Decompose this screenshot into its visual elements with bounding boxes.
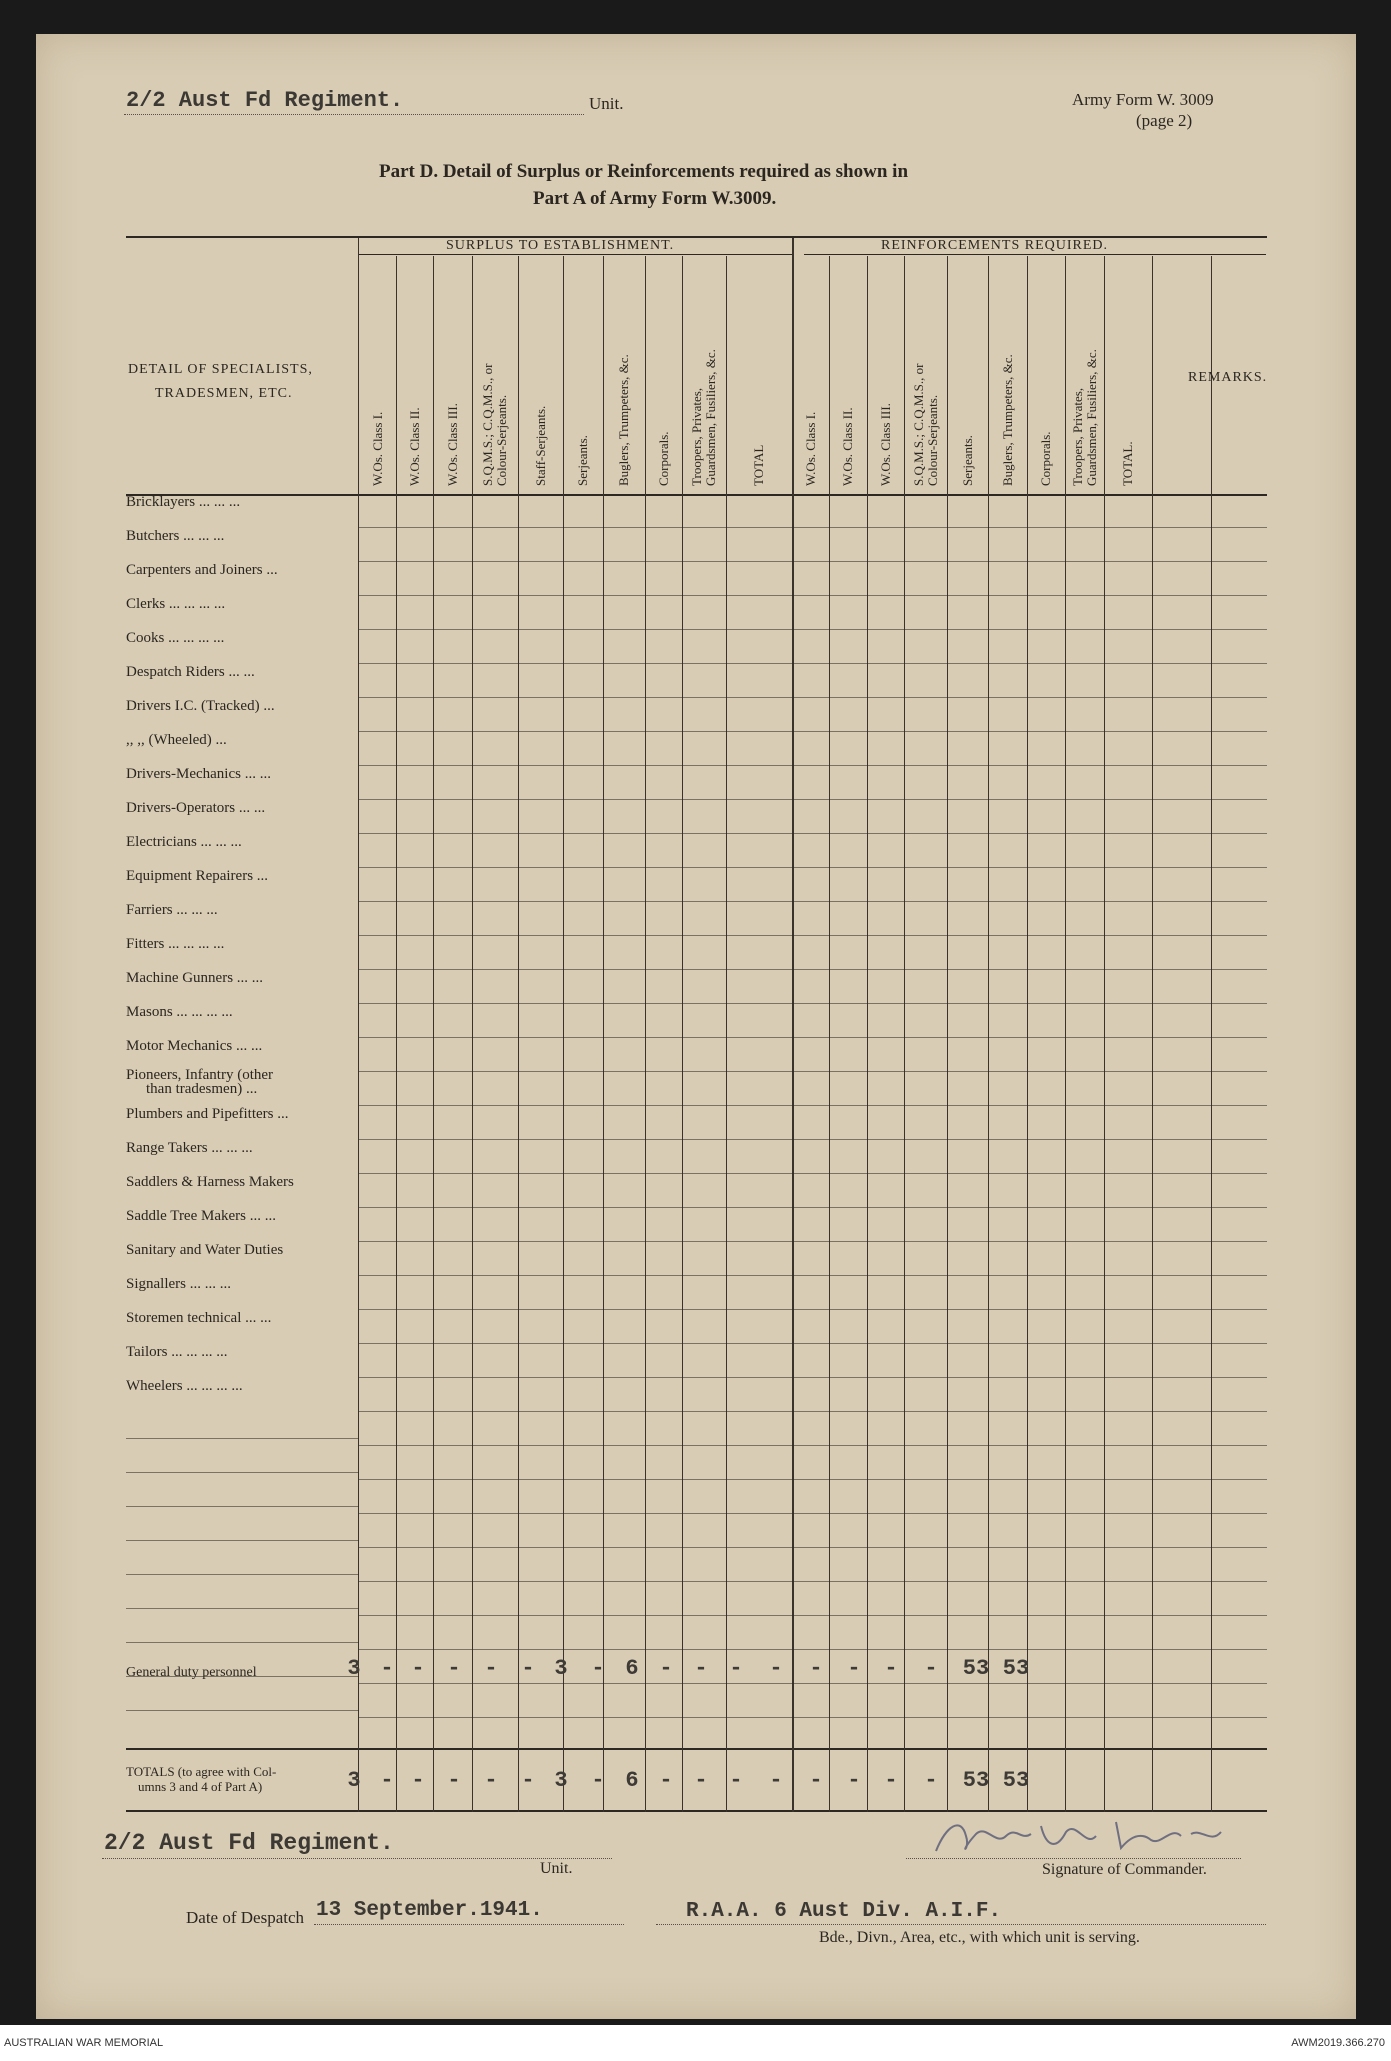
col-rule-detail [358,238,359,1812]
table-header-rule [126,494,1267,496]
general-duty-value: 6 [625,1656,639,1681]
unit-label: Unit. [589,94,624,113]
row-rule [359,731,1267,732]
row-rule [359,1139,1267,1140]
formation-typed: R.A.A. 6 Aust Div. A.I.F. [686,1900,1002,1923]
surplus-col-heading-line: S.Q.M.S.; C.Q.M.S., or [480,363,495,486]
surplus-col-heading [481,364,509,486]
row-rule [359,527,1267,528]
row-rule [359,663,1267,664]
reinforcement-col-heading-line: Corporals. [1038,431,1053,486]
row-label: Drivers I.C. (Tracked) ... [126,698,275,714]
row-label: Masons ... ... ... ... [126,1004,233,1020]
row-label: Farriers ... ... ... [126,902,218,918]
row-label: Drivers-Operators ... ... [126,800,266,816]
total-value: - [484,1768,498,1793]
totals-top-rule [126,1748,1267,1750]
surplus-col-heading-line: W.Os. Class II. [406,407,422,486]
row-label: Equipment Repairers ... [126,868,269,884]
surplus-col-heading [617,354,631,486]
totals-label-1: TOTALS (to agree with Col- [126,1764,277,1779]
row-rule [359,697,1267,698]
col-rule-surplus [563,256,564,1812]
total-value: - [659,1768,673,1793]
surplus-col-heading [690,349,718,486]
total-value: - [729,1768,743,1793]
row-label [126,1068,273,1096]
total-value: - [411,1768,425,1793]
row-label: Motor Mechanics ... ... [126,1038,263,1054]
col-rule-reinforcement [1104,256,1105,1812]
reinforcement-col-heading-line: Guardsmen, Fusiliers, &c. [1083,349,1099,486]
general-duty-value: 53 [962,1656,990,1681]
row-label: Range Takers ... ... ... [126,1140,253,1156]
general-duty-value: - [924,1656,938,1681]
row-rule [359,1479,1267,1480]
total-value: 3 [554,1768,568,1793]
reinforcement-col-heading [1001,354,1015,486]
surplus-col-heading [446,403,460,486]
row-label: Electricians ... ... ... [126,834,242,850]
remarks-heading: REMARKS. [1188,370,1268,385]
row-rule [359,1615,1267,1616]
total-value: - [884,1768,898,1793]
general-duty-value: - [884,1656,898,1681]
row-rule [359,901,1267,902]
surplus-col-heading-line: Staff-Serjeants. [532,405,548,486]
reinforcement-col-heading [804,412,818,486]
row-label: Signallers ... ... ... [126,1276,231,1292]
row-label: Butchers ... ... ... [126,528,225,544]
row-rule [359,1275,1267,1276]
reinforcement-col-heading-line: W.Os. Class III. [877,403,893,486]
row-label: Fitters ... ... ... ... [126,936,225,952]
row-rule [359,1003,1267,1004]
row-rule [359,595,1267,596]
reinforcement-col-heading-line: TOTAL. [1120,441,1135,486]
total-value: 3 [347,1768,361,1793]
row-label: Saddlers & Harness Makers [126,1174,294,1190]
total-value: 53 [1002,1768,1030,1793]
row-rule [359,1683,1267,1684]
row-rule [359,1071,1267,1072]
reinforcements-heading: REINFORCEMENTS REQUIRED. [881,238,1109,253]
row-rule [359,765,1267,766]
reinforcement-col-heading [1071,349,1099,486]
row-label: Saddle Tree Makers ... ... [126,1208,276,1224]
row-rule [359,1547,1267,1548]
formation-dotline [656,1924,1266,1925]
surplus-col-heading [576,435,590,486]
total-value: - [591,1768,605,1793]
col-rule-reinforcement [1152,256,1153,1812]
row-label: ,, ,, (Wheeled) ... [126,732,227,748]
general-duty-value: - [809,1656,823,1681]
general-duty-label: General duty personnel [126,1665,257,1680]
col-rule-surplus [396,256,397,1812]
row-rule [359,1377,1267,1378]
total-value: - [769,1768,783,1793]
archive-left: AUSTRALIAN WAR MEMORIAL [4,2037,164,2049]
row-rule [359,1411,1267,1412]
col-rule-surplus [792,238,794,1812]
row-rule [359,561,1267,562]
date-dotline [314,1924,624,1925]
row-label: Bricklayers ... ... ... [126,494,241,510]
title-line-1: Part D. Detail of Surplus or Reinforcements required as shown in [379,161,909,182]
col-rule-surplus [603,256,604,1812]
total-value: 53 [962,1768,990,1793]
surplus-col-heading [534,406,548,486]
footer-unit-label: Unit. [540,1860,573,1877]
surplus-col-heading [408,407,422,486]
general-duty-value: - [521,1656,535,1681]
formation-label: Bde., Divn., Area, etc., with which unit is serving. [819,1929,1140,1946]
row-rule [359,1241,1267,1242]
reinforcement-col-heading [841,407,855,486]
row-label: Plumbers and Pipefitters ... [126,1106,289,1122]
general-duty-value: - [447,1656,461,1681]
reinforcements-underline [804,254,1266,255]
general-duty-value: - [847,1656,861,1681]
total-value: - [924,1768,938,1793]
reinforcement-col-heading [912,364,940,486]
blank-row-rule [126,1506,359,1507]
row-label: Despatch Riders ... ... [126,664,255,680]
surplus-col-heading-line: TOTAL [751,444,766,486]
row-label: Clerks ... ... ... ... [126,596,226,612]
surplus-col-heading-line: Colour-Serjeants. [494,394,509,486]
general-duty-value: - [769,1656,783,1681]
blank-row-rule [126,1608,359,1609]
detail-heading-1: DETAIL OF SPECIALISTS, [128,362,313,377]
blank-row-rule [126,1540,359,1541]
col-rule-surplus [433,256,434,1812]
total-value: - [847,1768,861,1793]
surplus-col-heading-line: W.Os. Class I. [369,411,385,486]
total-value: - [380,1768,394,1793]
col-rule-reinforcement [947,256,948,1812]
total-value: - [809,1768,823,1793]
general-duty-value: - [411,1656,425,1681]
row-label: Storemen technical ... ... [126,1310,272,1326]
general-duty-value: - [659,1656,673,1681]
surplus-col-heading-line: W.Os. Class III. [444,403,460,486]
blank-row-rule [126,1472,359,1473]
row-rule [359,867,1267,868]
title-line-2: Part A of Army Form W.3009. [533,188,777,209]
row-label-line: than tradesmen) ... [146,1081,258,1097]
form-number: Army Form W. 3009 [1072,90,1214,109]
blank-row-rule [126,1438,359,1439]
reinforcement-col-heading [1121,441,1135,486]
row-label-line: Pioneers, Infantry (other [126,1067,274,1083]
general-duty-value: 3 [347,1656,361,1681]
row-rule [359,1343,1267,1344]
general-duty-value: - [484,1656,498,1681]
col-rule-reinforcement [829,256,830,1812]
row-label: Machine Gunners ... ... [126,970,264,986]
reinforcement-col-heading-line: Troopers, Privates, [1069,387,1085,486]
row-label: Cooks ... ... ... ... [126,630,225,646]
reinforcement-col-heading-line: Buglers, Trumpeters, &c. [999,354,1015,486]
surplus-col-heading [752,445,766,486]
surplus-col-heading-line: Troopers, Privates, [689,387,704,486]
row-rule [359,1649,1267,1650]
unit-typed: 2/2 Aust Fd Regiment. [126,88,404,113]
row-rule [359,1207,1267,1208]
total-value: 6 [625,1768,639,1793]
reinforcement-col-heading [879,403,893,486]
form-sheet [36,34,1356,2019]
footer-unit-dotline [102,1858,612,1859]
row-rule [359,833,1267,834]
reinforcement-col-heading-line: Serjeants. [959,435,975,486]
surplus-heading: SURPLUS TO ESTABLISHMENT. [446,238,675,253]
row-rule [359,799,1267,800]
col-rule-surplus [726,256,727,1812]
surplus-col-heading [657,431,671,486]
row-rule [359,1445,1267,1446]
col-rule-reinforcement [1065,256,1066,1812]
general-duty-value: - [694,1656,708,1681]
row-label: Sanitary and Water Duties [126,1242,284,1258]
row-rule [359,1717,1267,1718]
row-rule [359,1513,1267,1514]
detail-heading-2: TRADESMEN, ETC. [155,386,293,401]
general-duty-value: - [380,1656,394,1681]
row-rule [359,969,1267,970]
col-rule-surplus [682,256,683,1812]
archive-strip [0,2025,1391,2061]
general-duty-value: 53 [1002,1656,1030,1681]
reinforcement-col-heading-line: W.Os. Class I. [802,411,818,486]
surplus-col-heading-line: Serjeants. [575,435,590,486]
general-duty-value: - [591,1656,605,1681]
blank-row-rule [126,1574,359,1575]
blank-row-rule [126,1710,359,1711]
surplus-col-heading-line: Buglers, Trumpeters, &c. [616,354,631,486]
surplus-col-heading [371,412,385,486]
date-typed: 13 September.1941. [316,1899,543,1922]
reinforcement-col-heading [1039,431,1053,486]
col-rule-reinforcement [904,256,905,1812]
row-rule [359,629,1267,630]
signature-dotline [906,1858,1241,1859]
row-rule [359,1037,1267,1038]
form-page: (page 2) [1136,111,1193,130]
col-rule-surplus [472,256,473,1812]
row-label: Drivers-Mechanics ... ... [126,766,271,782]
general-duty-value: - [729,1656,743,1681]
reinforcement-col-heading-line: S.Q.M.S.; C.Q.M.S., or [910,363,926,486]
totals-label-2: umns 3 and 4 of Part A) [138,1779,263,1794]
date-label: Date of Despatch [186,1908,305,1927]
col-rule-reinforcement [988,256,989,1812]
col-rule-reinforcement [1027,256,1028,1812]
row-rule [359,1581,1267,1582]
reinforcement-col-heading-line: Colour-Serjeants. [924,394,940,486]
row-rule [359,935,1267,936]
col-rule-surplus [645,256,646,1812]
reinforcement-col-heading-line: W.Os. Class II. [840,407,855,486]
signature-label: Signature of Commander. [1042,1861,1207,1878]
col-rule-reinforcement [1211,256,1212,1812]
unit-dotline [124,114,584,115]
surplus-col-heading-line: Guardsmen, Fusiliers, &c. [703,349,718,486]
total-value: - [521,1768,535,1793]
row-rule [359,1173,1267,1174]
surplus-col-heading-line: Corporals. [655,431,671,486]
blank-row-rule [126,1642,359,1643]
footer-unit-typed: 2/2 Aust Fd Regiment. [104,1830,394,1856]
surplus-underline [359,254,793,255]
row-label: Wheelers ... ... ... ... [126,1378,243,1394]
col-rule-surplus [518,256,519,1812]
reinforcement-col-heading [961,435,975,486]
archive-right: AWM2019.366.270 [1291,2037,1385,2049]
row-label: Carpenters and Joiners ... [126,562,278,578]
row-label: Tailors ... ... ... ... [126,1344,228,1360]
row-rule [359,1105,1267,1106]
total-value: - [694,1768,708,1793]
row-rule [359,1309,1267,1310]
general-duty-value: 3 [554,1656,568,1681]
total-value: - [447,1768,461,1793]
col-rule-reinforcement [867,256,868,1812]
